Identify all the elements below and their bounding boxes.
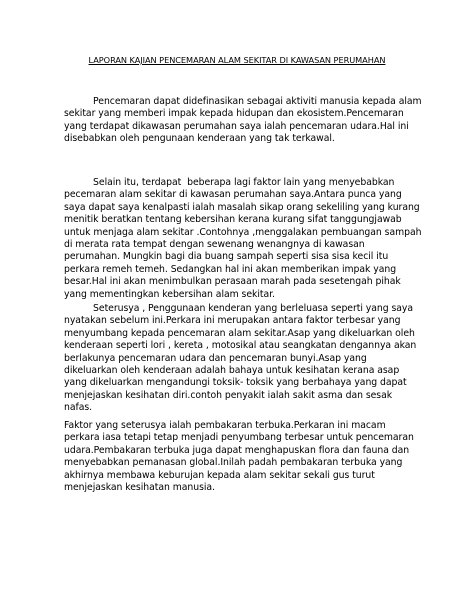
text-line: nafas. [64, 402, 93, 414]
text-line: perkara remeh temeh. Sedangkan hal ini akan memberikan impak yang [64, 263, 397, 275]
text-line: untuk menjaga alam sekitar .Contohnya ,menggalakan pembuangan sampah [64, 226, 422, 238]
text-line: Pencemaran dapat didefinasikan sebagai aktiviti manusia kepada alam [64, 96, 422, 107]
document-title: LAPORAN KAJIAN PENCEMARAN ALAM SEKITAR DI KAWASAN PERUMAHAN [88, 55, 386, 65]
text-line: dikeluarkan oleh kenderaan adalah bahaya untuk kesihatan kerana asap [64, 365, 400, 377]
paragraph-2 [64, 177, 420, 301]
text-line: yang mementingkan kebersihan alam sekitar. [64, 288, 275, 300]
text-line: perumahan. Mungkin bagi dia buang sampah seperti sisa sisa kecil itu [64, 251, 389, 263]
text-line: Seterusya , Penggunaan kenderan yang berleluasa seperti yang saya [64, 303, 414, 314]
text-line: yang dikeluarkan mengandungi toksik- toksik yang berbahaya yang dapat [64, 377, 407, 389]
text-line: berlakunya pencemaran udara dan pencemaran bunyi.Asap yang [64, 352, 367, 364]
paragraph-4 [64, 420, 420, 494]
text-line: Faktor yang seterusya ialah pembakaran terbuka.Perkaran ini macam [64, 420, 386, 431]
text-line: menjejaskan kesihatan diri.contoh penyakit ialah sakit asma dan sesak [64, 389, 393, 401]
text-line: pecemaran alam sekitar di kawasan perumahan saya.Antara punca yang [64, 189, 402, 201]
text-line: udara.Pembakaran terbuka juga dapat menghapuskan flora dan fauna dan [64, 444, 410, 456]
text-line: menitik beratkan tentang kebersihan kerana kurang sifat tanggungjawab [64, 214, 402, 226]
paragraph-3 [64, 303, 420, 415]
text-line: sekitar yang memberi impak kepada hidupan dan ekosistem.Pencemaran [64, 108, 404, 120]
text-line: menjejaskan kesihatan manusia. [64, 482, 215, 494]
text-line: menyumbang kepada pencemaran alam sekitar.Asap yang dikeluarkan oleh [64, 327, 415, 339]
text-line: di merata rata tempat dengan sewenang wenangnya di kawasan [64, 239, 365, 251]
text-line: akhirnya membawa keburujan kepada alam sekitar sekali gus turut [64, 469, 375, 481]
text-line: perkara iasa tetapi tetap menjadi penyumbang terbesar untuk pencemaran [64, 432, 414, 444]
paragraph-1 [64, 96, 420, 146]
text-line: yang terdapat dikawasan perumahan saya ialah pencemaran udara.Hal ini [64, 120, 409, 132]
text-line: Selain itu, terdapat beberapa lagi faktor lain yang menyebabkan [64, 177, 395, 188]
text-line: nyatakan sebelum ini.Perkara ini merupakan antara faktor terbesar yang [64, 315, 401, 327]
text-line: saya dapat saya kenalpasti ialah masalah sikap orang sekeliling yang kurang [64, 201, 420, 213]
text-line: menyebabkan pemanasan global.Inilah padah pembakaran terbuka yang [64, 457, 403, 469]
text-line: kenderaan seperti lori , kereta , motosikal atau seangkatan dengannya akan [64, 340, 417, 352]
text-line: besar.Hal ini akan menimbulkan perasaan marah pada sesetengah pihak [64, 276, 401, 288]
text-line: disebabkan oleh pengunaan kenderaan yang tak terkawal. [64, 133, 335, 145]
